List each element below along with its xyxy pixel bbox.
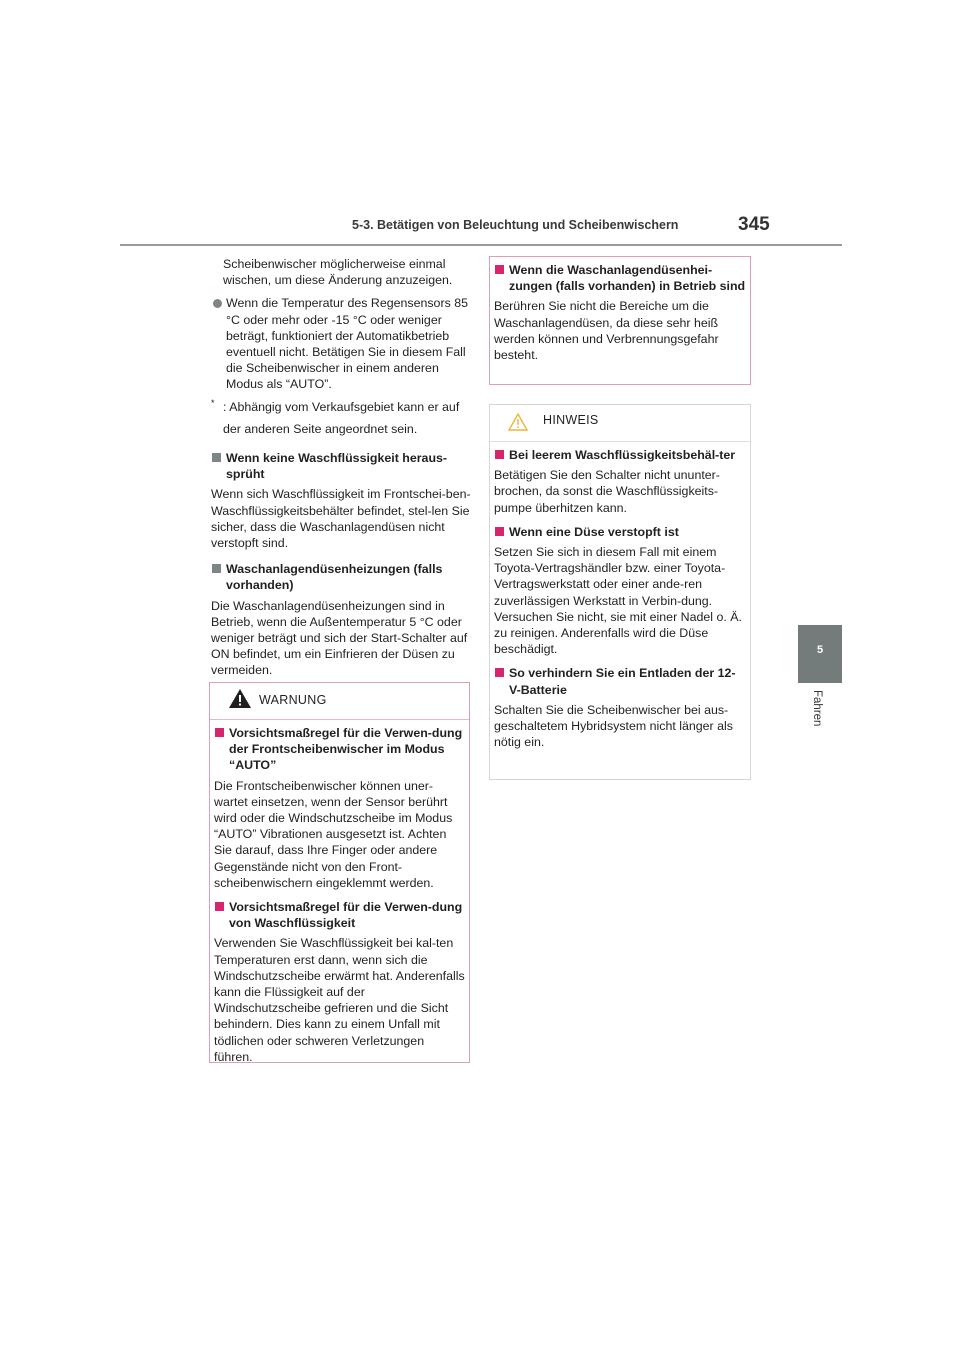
left-column xyxy=(211,256,473,679)
header-rule xyxy=(120,244,842,246)
warning-body: Die Frontscheibenwischer können uner-wartet einsetzen, wenn der Sensor berührt wird oder die Windschutzscheibe im Modus “AUTO” Vibrationen ausgesetzt ist. Achten Sie darauf, dass Ihre Finger oder andere Gegenstände nicht von den Front-scheibenwischern eingeklemmt werden. xyxy=(214,778,453,890)
square-bullet-icon xyxy=(495,527,504,536)
warning-body: Verwenden Sie Waschflüssigkeit bei kal-ten Temperaturen erst dann, wenn sich die Windschutzscheibe erwärmt hat. Anderenfalls kann die Flüssigkeit auf der Windschutzscheibe gefrieren und die Sicht behindern. Dies kann zu einem Unfall mit tödlichen oder schweren Verletzungen führen. xyxy=(214,936,465,1064)
page-number: 345 xyxy=(738,214,770,235)
warning-heading xyxy=(494,262,746,294)
warning-box-header xyxy=(210,683,469,720)
notice-box-header xyxy=(490,405,750,442)
square-bullet-icon xyxy=(215,902,224,911)
bullet-dot-icon xyxy=(213,299,222,308)
square-bullet-icon xyxy=(212,564,221,573)
warning-heading-text: Wenn die Waschanlagendüsenhei-zungen (falls vorhanden) in Betrieb sind xyxy=(509,263,746,294)
continued-text: Scheibenwischer möglicherweise einmal wischen, um diese Änderung anzuzeigen. xyxy=(223,257,453,288)
section-title: 5-3. Betätigen von Beleuchtung und Scheibenwischern xyxy=(352,218,679,232)
square-bullet-icon xyxy=(495,450,504,459)
notice-heading-text: Bei leerem Waschflüssigkeitsbehäl-ter xyxy=(509,448,736,462)
notice-heading-text: Wenn eine Düse verstopft ist xyxy=(509,524,679,539)
chapter-label: Fahren xyxy=(811,690,823,727)
warning-heading xyxy=(214,725,465,774)
warning-continued-body xyxy=(490,257,750,363)
warning-box-body xyxy=(210,720,469,1065)
warning-triangle-icon xyxy=(229,689,251,708)
notice-triangle-icon xyxy=(508,413,528,431)
notice-body: Betätigen Sie den Schalter nicht ununter-brochen, da sonst die Waschflüssigkeits-pumpe überhitzen kann. xyxy=(494,468,720,515)
footnote xyxy=(211,399,473,437)
notice-label: HINWEIS xyxy=(543,413,599,427)
notice-heading xyxy=(494,665,746,697)
notice-heading xyxy=(494,447,746,463)
warning-label: WARNUNG xyxy=(259,693,327,707)
chapter-number: 5 xyxy=(816,644,824,656)
footnote-mark: * xyxy=(211,397,215,408)
warning-heading xyxy=(214,899,465,931)
section-heading-text: Waschanlagendüsenheizungen (falls vorhanden) xyxy=(226,562,443,593)
notice-box xyxy=(489,404,751,780)
footnote-line-2: der anderen Seite angeordnet sein. xyxy=(223,421,418,436)
bullet-text: Wenn die Temperatur des Regensensors 85 °C oder mehr oder -15 °C oder weniger beträgt, funktioniert der Automatikbetrieb eventuell nicht. Betätigen Sie in diesem Fall die Scheibenwischer in einem anderen Modus als “AUTO”. xyxy=(226,296,468,392)
square-bullet-icon xyxy=(495,668,504,677)
notice-body: Setzen Sie sich in diesem Fall mit einem Toyota-Vertragshändler bzw. einer Toyota-Vertragswerkstatt oder einer ande-ren zuverlässigen Werkstatt in Verbin-dung. Versuchen Sie nicht, sie mit einer Nadel o. Ä. zu reinigen. Anderenfalls wird die Düse beschädigt. xyxy=(494,545,742,657)
section-heading-text: Wenn keine Waschflüssigkeit heraus-sprüht xyxy=(226,451,448,482)
footnote-line-1: : Abhängig vom Verkaufsgebiet kann er auf xyxy=(223,399,460,414)
square-bullet-icon xyxy=(215,728,224,737)
warning-box-continued xyxy=(489,256,751,385)
warning-heading-text: Vorsichtsmaßregel für die Verwen-dung von Waschflüssigkeit xyxy=(229,900,463,931)
square-bullet-icon xyxy=(212,453,221,462)
notice-heading-text: So verhindern Sie ein Entladen der 12-V-Batterie xyxy=(509,666,736,697)
section-heading xyxy=(211,561,473,593)
section-heading xyxy=(211,450,473,482)
warning-box xyxy=(209,682,470,1063)
section-body: Die Waschanlagendüsenheizungen sind in Betrieb, wenn die Außentemperatur 5 °C oder weniger beträgt und sich der Start-Schalter auf ON befindet, um ein Einfrieren der Düsen zu vermeiden. xyxy=(211,598,468,678)
warning-body: Berühren Sie nicht die Bereiche um die Waschanlagendüsen, da diese sehr heiß werden können und Verbrennungsgefahr besteht. xyxy=(494,299,719,363)
notice-box-body xyxy=(490,442,750,750)
notice-body: Schalten Sie die Scheibenwischer bei aus-geschaltetem Hybridsystem nicht länger als nötig ein. xyxy=(494,702,733,750)
bullet-item xyxy=(211,295,473,392)
notice-heading xyxy=(494,524,746,540)
section-body: Wenn sich Waschflüssigkeit im Frontschei-ben-Waschflüssigkeitsbehälter befindet, stel-len Sie sicher, dass die Waschanlagendüsen nicht verstopft sind. xyxy=(211,487,471,551)
square-bullet-icon xyxy=(495,265,504,274)
warning-heading-text: Vorsichtsmaßregel für die Verwen-dung der Frontscheibenwischer im Modus “AUTO” xyxy=(229,726,463,773)
